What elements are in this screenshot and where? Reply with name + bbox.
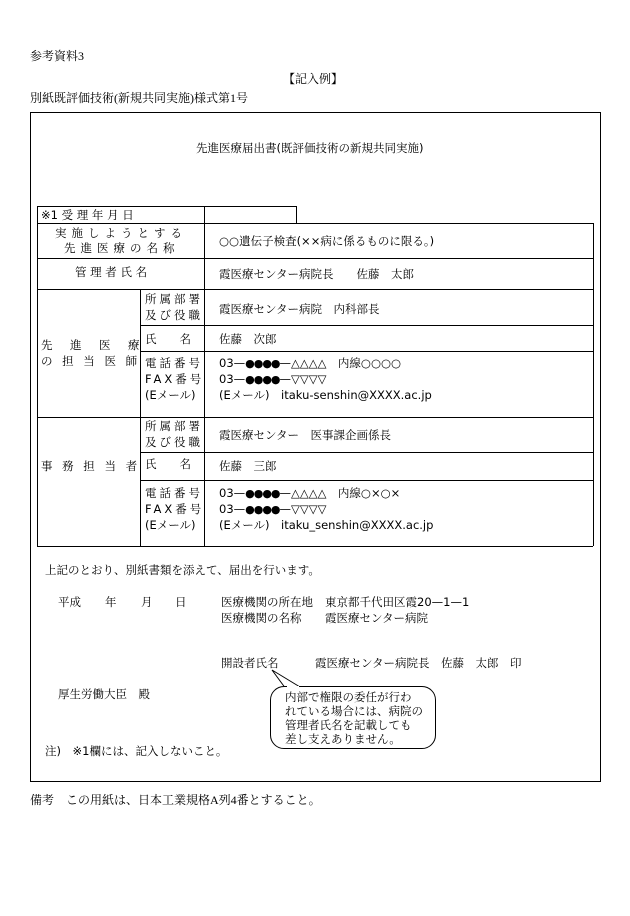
institution-value: 霞医療センター病院 bbox=[325, 611, 429, 625]
bubble-line: 差し支えありません。 bbox=[285, 732, 401, 746]
office-fax-label: FAX番号 bbox=[145, 502, 205, 516]
tech-name-label-line2: 先進医療の名称 bbox=[64, 241, 180, 255]
date-day: 日 bbox=[175, 595, 187, 609]
bubble-line: 管理者氏名を記載しても bbox=[285, 718, 412, 732]
doctor-name-value: 佐藤 次郎 bbox=[219, 332, 277, 346]
doctor-dept-label-line2: 及び役職 bbox=[145, 308, 203, 322]
date-month: 月 bbox=[141, 595, 153, 609]
doctor-tel-label: 電話番号 bbox=[145, 356, 203, 370]
office-tel-value: 03—●●●●—△△△△ 内線○×○× bbox=[219, 486, 401, 500]
date-era: 平成 bbox=[58, 595, 81, 609]
statement-text: 上記のとおり、別紙書類を添えて、届出を行います。 bbox=[45, 563, 320, 577]
founder-value: 霞医療センター病院長 佐藤 太郎 印 bbox=[315, 656, 522, 670]
form-number: 別紙既評価技術(新規共同実施)様式第1号 bbox=[30, 91, 248, 105]
doctor-name-label: 氏 名 bbox=[145, 332, 191, 346]
note-text: 注) ※1欄には、記入しないこと。 bbox=[45, 744, 228, 758]
office-group-label: 事 務 担 当 者 bbox=[41, 459, 141, 473]
office-name-label: 氏 名 bbox=[145, 457, 191, 471]
office-tel-label: 電話番号 bbox=[145, 486, 203, 500]
doctor-tel-value: 03—●●●●—△△△△ 内線○○○○ bbox=[219, 356, 402, 370]
doctor-dept-label-line1: 所属部署 bbox=[145, 292, 203, 306]
office-email-label: (Eメール) bbox=[145, 518, 196, 532]
doctor-email-label: (Eメール) bbox=[145, 388, 196, 402]
office-email-value: (Eメール) itaku_senshin@XXXX.ac.jp bbox=[219, 518, 434, 532]
tech-name-value: ○○遺伝子検査(××病に係るものに限る。) bbox=[219, 234, 435, 248]
office-dept-value: 霞医療センター 医事課企画係長 bbox=[219, 428, 392, 442]
example-label: 【記入例】 bbox=[283, 72, 344, 86]
doctor-fax-value: 03—●●●●—▽▽▽▽ bbox=[219, 372, 327, 386]
office-fax-value: 03—●●●●—▽▽▽▽ bbox=[219, 502, 327, 516]
office-name-value: 佐藤 三郎 bbox=[219, 459, 277, 473]
bubble-line: れている場合には、病院の bbox=[285, 704, 423, 718]
reference-label: 参考資料3 bbox=[30, 49, 85, 63]
footer-note: 備考 この用紙は、日本工業規格A列4番とすること。 bbox=[30, 793, 321, 807]
form-title: 先進医療届出書(既評価技術の新規共同実施) bbox=[196, 141, 424, 155]
location-label: 医療機関の所在地 bbox=[221, 595, 313, 609]
doctor-email-value: (Eメール) itaku-senshin@XXXX.ac.jp bbox=[219, 388, 432, 402]
manager-label: 管 理 者 氏 名 bbox=[75, 265, 148, 279]
office-dept-label-line2: 及び役職 bbox=[145, 435, 203, 449]
manager-value: 霞医療センター病院長 佐藤 太郎 bbox=[219, 267, 415, 281]
doctor-dept-value: 霞医療センター病院 内科部長 bbox=[219, 302, 380, 316]
location-value: 東京都千代田区霞20—1—1 bbox=[325, 595, 470, 609]
tech-name-label-line1: 実施しようとする bbox=[55, 226, 187, 240]
doctor-fax-label: FAX番号 bbox=[145, 372, 205, 386]
office-dept-label-line1: 所属部署 bbox=[145, 419, 203, 433]
bubble-line: 内部で権限の委任が行わ bbox=[285, 690, 412, 704]
doctor-group-label-line2: の 担 当 医 師 bbox=[41, 354, 141, 368]
addressee: 厚生労働大臣 殿 bbox=[58, 687, 150, 701]
note-bubble bbox=[270, 686, 436, 749]
institution-label: 医療機関の名称 bbox=[221, 611, 302, 625]
founder-label: 開設者氏名 bbox=[221, 656, 279, 670]
received-date-label: ※1 受 理 年 月 日 bbox=[41, 208, 134, 222]
doctor-group-label-line1: 先 進 医 療 bbox=[41, 338, 143, 352]
date-year: 年 bbox=[105, 595, 117, 609]
